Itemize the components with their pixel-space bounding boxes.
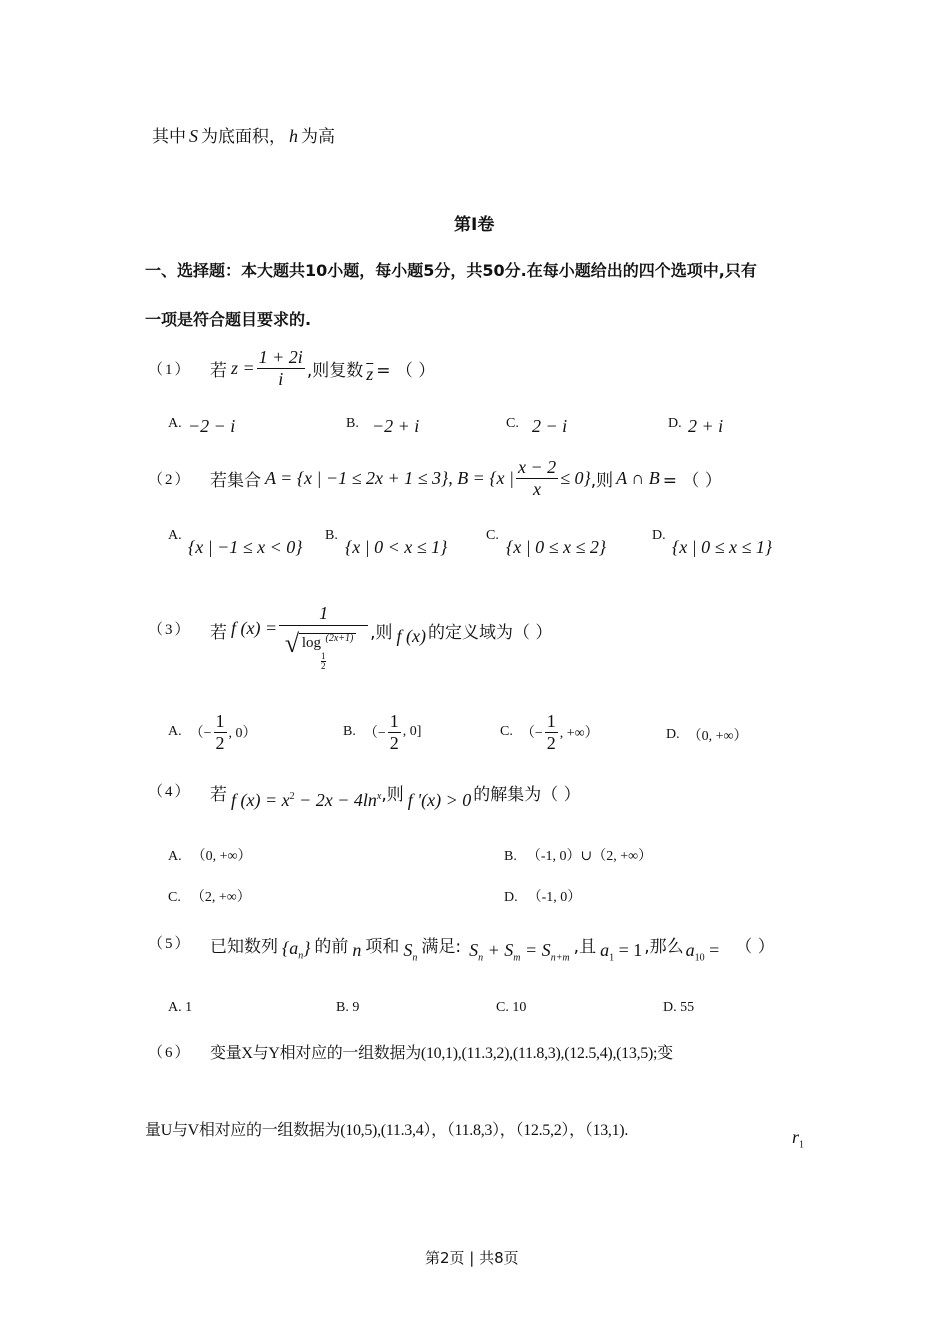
option-label: A.: [168, 849, 182, 864]
q3-text3: 的定义域为（ ）: [428, 623, 553, 643]
option-label: C.: [500, 724, 513, 740]
frac-den: 2: [215, 732, 225, 753]
option-label: D.: [652, 528, 666, 543]
q4-f-rest: − 2x − 4ln: [294, 790, 377, 810]
option-label: B.: [346, 416, 359, 431]
q3-frac-den: [291, 626, 357, 671]
question-number: （5）: [148, 936, 192, 952]
q1-frac-num: 1 + 2i: [258, 347, 303, 367]
q1-text: 若: [210, 360, 227, 381]
q1-text2: ,则复数: [306, 360, 364, 381]
note-text: 其中: [152, 127, 186, 147]
q6-line2: 量U与V相对应的一组数据为(10,5),(11.3,4），（11.8,3），（12.5,2），（13,1).: [145, 1122, 629, 1139]
option-label: B.: [504, 849, 517, 864]
q1-z: z =: [231, 357, 255, 378]
a1-a: a: [600, 940, 610, 960]
frac-num: 1: [389, 711, 399, 731]
q2-setA: A = {x | −1 ≤ 2x + 1 ≤ 3}, B = {x |: [265, 467, 514, 488]
option-value: （−: [189, 726, 212, 742]
q2-text2: ,则: [590, 470, 614, 491]
q5-an-close: }: [303, 938, 311, 958]
q5-Sn-S: S: [403, 940, 413, 960]
question-number: （2）: [148, 471, 192, 488]
question-number: （6）: [148, 1045, 192, 1061]
symbol-h: h: [289, 126, 298, 146]
option-value: {x | 0 ≤ x ≤ 2}: [506, 537, 607, 557]
q5-a1: [600, 940, 642, 964]
q4-option-d: [504, 886, 581, 906]
formula-note: [152, 122, 335, 147]
q3-f: f (x) =: [231, 618, 278, 638]
q2-cap: A ∩ B: [616, 467, 660, 488]
frac-num: 1: [215, 711, 225, 731]
r-sub: 1: [799, 1139, 805, 1151]
option-value: （−: [520, 726, 543, 742]
option-value: −2 + i: [372, 416, 420, 436]
q5-text4: 满足:: [421, 937, 462, 957]
option-label: D.: [668, 416, 682, 431]
option-fraction: [545, 712, 558, 753]
q3-text: 若: [210, 623, 227, 643]
q3-base-den: 2: [321, 660, 326, 671]
q6-r1: [792, 1127, 804, 1151]
eq-sub: m: [513, 952, 521, 964]
q4-text2: ,则: [381, 785, 404, 805]
symbol-S: S: [189, 126, 198, 146]
q1-zbar: $\overline{z}$: [366, 363, 374, 384]
option-value: （-1, 0）: [527, 890, 582, 905]
q1-frac-den: i: [278, 368, 284, 389]
q5-option-d: D. 55: [663, 1000, 695, 1015]
q4-option-a: [168, 845, 252, 865]
q3-log-arg: (2x+1): [325, 632, 354, 644]
q4-exponent: 2: [289, 791, 295, 802]
option-label: A.: [168, 528, 182, 543]
q3-option-c: [500, 712, 599, 753]
question-3: [148, 604, 552, 671]
q4-text3: 的解集为（ ）: [473, 785, 581, 805]
option-value: （−: [363, 726, 386, 742]
q3-log-base: [321, 652, 326, 671]
q5-Sn: [403, 940, 417, 964]
question-6: [148, 1040, 673, 1063]
q3-fraction: [279, 604, 368, 671]
q4-f-expr: f (x) = x: [231, 790, 290, 810]
q3-radical: [299, 633, 357, 671]
q3-text2: ,则: [370, 623, 393, 643]
q5-text3: 项和: [365, 937, 400, 957]
option-value: （2, +∞）: [190, 890, 251, 905]
frac-den: 2: [389, 732, 399, 753]
q2-frac-num: x − 2: [517, 457, 557, 477]
question-2: [148, 458, 722, 499]
eq-part: S: [469, 940, 479, 960]
q3-frac-num: 1: [279, 604, 368, 626]
question-number: （3）: [148, 622, 192, 638]
eq-part: + S: [483, 940, 514, 960]
q2-text: 若集合: [210, 470, 261, 491]
q5-Sn-sub: n: [412, 952, 418, 964]
q2-setB-end: ≤ 0}: [560, 467, 591, 488]
q4-f: [231, 790, 381, 811]
question-1: [148, 348, 435, 389]
q5-equation: [469, 940, 570, 964]
q4-fp: f '(x) > 0: [407, 790, 472, 810]
q2-text3: = （ ）: [662, 470, 722, 491]
q5-option-c: C. 10: [496, 1000, 527, 1015]
q1-text3: = （ ）: [376, 360, 436, 381]
q5-text6: ,那么: [644, 937, 684, 957]
option-fraction: [388, 712, 401, 753]
q4-option-b: [504, 845, 652, 865]
question-number: （4）: [148, 784, 192, 800]
q3-base-num: 1: [321, 650, 326, 661]
question-4: [148, 780, 581, 811]
option-label: C.: [168, 890, 181, 905]
option-value: 2 + i: [688, 416, 724, 436]
frac-num: 1: [546, 711, 556, 731]
option-label: B.: [325, 528, 338, 543]
question-number: （1）: [148, 361, 192, 378]
option-label: A.: [168, 724, 182, 740]
option-value: （0, +∞）: [687, 729, 748, 744]
note-text: 为底面积，: [201, 127, 286, 147]
note-text: 为高: [301, 127, 335, 147]
q3-option-d: [666, 725, 748, 745]
a10-sub: 10: [694, 952, 705, 964]
volume-title: 第Ⅰ卷: [454, 215, 495, 235]
a1-sub: 1: [609, 952, 615, 964]
option-label: C.: [486, 528, 499, 543]
q3-fx: f (x): [396, 626, 427, 646]
option-value: {x | −1 ≤ x < 0}: [188, 537, 303, 557]
option-value: {x | 0 ≤ x ≤ 1}: [672, 537, 773, 557]
page-footer: 第2页 | 共8页: [425, 1249, 519, 1267]
a10-eq: =: [704, 940, 720, 960]
q5-text: 已知数列: [210, 937, 278, 957]
q1-fraction: [257, 348, 305, 389]
q5-text2: 的前: [314, 937, 349, 957]
a10-a: a: [685, 940, 695, 960]
option-value: , 0）: [228, 726, 257, 742]
eq-sub: n+m: [550, 952, 570, 964]
option-label: D.: [666, 727, 680, 742]
q4-ln-arg: x: [376, 791, 382, 802]
q5-a10: [686, 940, 720, 964]
q3-option-b: [343, 712, 421, 753]
r-symbol: r: [792, 1127, 800, 1147]
q4-option-c: [168, 886, 251, 906]
option-label: D.: [504, 890, 518, 905]
q5-an-sub: n: [298, 950, 304, 962]
q5-n: n: [352, 940, 362, 960]
q6-line1: 变量X与Y相对应的一组数据为(10,1),(11.3,2),(11.8,3),(12.5,4),(13,5);变: [210, 1045, 673, 1062]
q3-option-a: [168, 712, 257, 753]
option-fraction: [214, 712, 227, 753]
question-5: [148, 932, 775, 964]
option-value: （-1, 0）∪（2, +∞）: [526, 849, 653, 864]
option-value: 2 − i: [532, 416, 568, 436]
option-value: , 0]: [402, 724, 422, 740]
option-label: A.: [168, 416, 182, 431]
q5-text7: （ ）: [735, 937, 775, 957]
q4-text: 若: [210, 785, 227, 805]
q2-fraction: [516, 458, 558, 499]
section-heading-line2: 一项是符合题目要求的.: [145, 310, 312, 329]
option-value: （0, +∞）: [191, 849, 252, 864]
section-heading-line1: 一、选择题：本大题共10小题，每小题5分，共50分.在每小题给出的四个选项中,只有: [145, 261, 757, 280]
option-value: −2 − i: [188, 416, 236, 436]
q5-option-b: B. 9: [336, 1000, 360, 1015]
option-label: B.: [343, 724, 356, 740]
option-label: C.: [506, 416, 519, 431]
q2-frac-den: x: [533, 478, 542, 499]
frac-den: 2: [546, 732, 556, 753]
q5-text5: ,且: [573, 937, 597, 957]
a1-eq: = 1: [614, 940, 643, 960]
option-value: , +∞）: [559, 726, 599, 742]
q5-an-open: {a: [282, 938, 299, 958]
eq-part: = S: [520, 940, 551, 960]
eq-sub: n: [478, 952, 484, 964]
q5-an: [282, 938, 310, 962]
q3-log: log: [301, 634, 322, 651]
option-value: {x | 0 < x ≤ 1}: [345, 537, 448, 557]
q5-option-a: A. 1: [168, 1000, 193, 1015]
